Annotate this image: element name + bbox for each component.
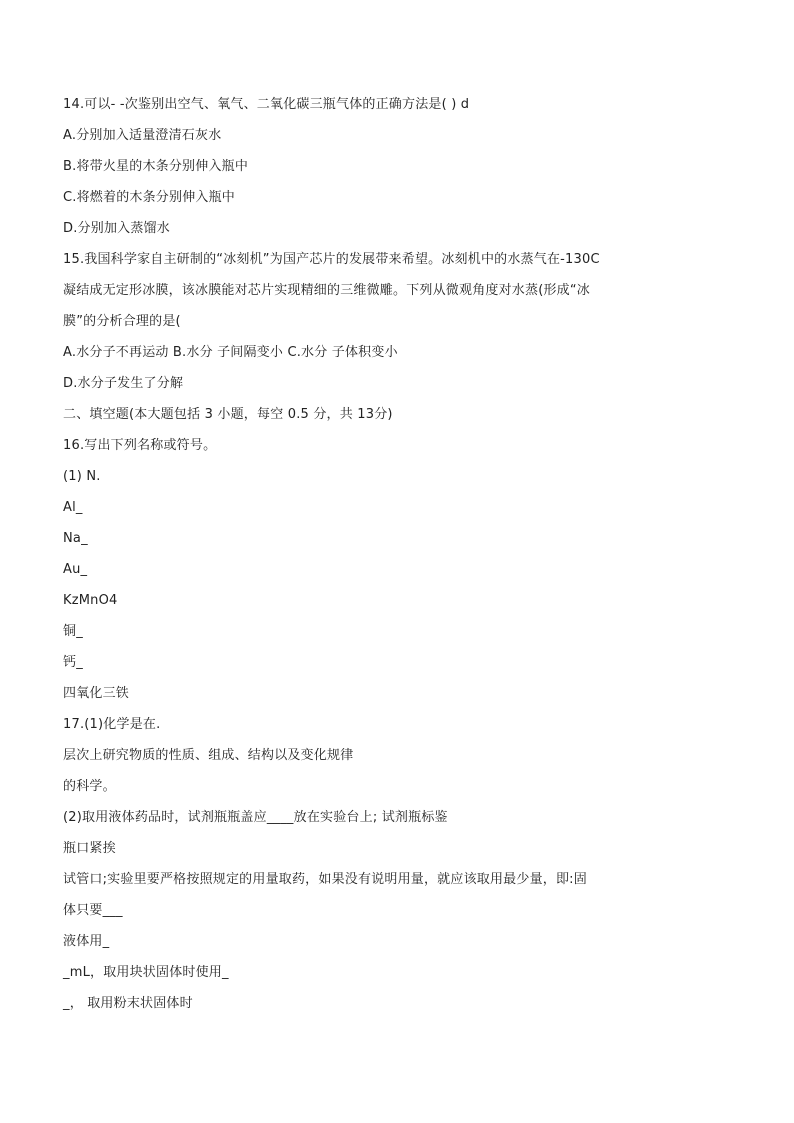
question-17-part-1-line-2: 层次上研究物质的性质、组成、结构以及变化规律 — [63, 748, 354, 763]
question-17-part-1-line-1: 17.(1)化学是在. — [63, 717, 161, 732]
question-14-stem: 14.可以- -次鉴别出空气、氧气、二氧化碳三瓶气体的正确方法是( ) d — [63, 97, 470, 112]
question-16-item-au: Au_ — [63, 562, 88, 577]
question-15-options-abc: A.水分子不再运动 B.水分 子间隔变小 C.水分 子体积变小 — [63, 345, 398, 360]
question-16-stem: 16.写出下列名称或符号。 — [63, 438, 217, 453]
question-17-part-2-line-4: 体只要___ — [63, 903, 123, 918]
question-16-item-n: (1) N. — [63, 469, 101, 484]
question-15-stem-line-2: 凝结成无定形冰膜，该冰膜能对芯片实现精细的三维微雕。下列从微观角度对水蒸(形成“冰 — [63, 283, 591, 298]
question-16-item-copper: 铜_ — [63, 624, 83, 639]
question-16-item-al: Al_ — [63, 500, 83, 515]
question-17-part-2-line-5: 液体用_ — [63, 934, 110, 949]
question-17-part-1-line-3: 的科学。 — [63, 779, 116, 794]
question-16-item-calcium: 钙_ — [63, 655, 83, 670]
question-15-stem-line-3: 膜”的分析合理的是( — [63, 314, 181, 329]
question-17-part-2-line-3: 试管口;实验里要严格按照规定的用量取药，如果没有说明用量，就应该取用最少量，即:固 — [63, 872, 587, 887]
question-17-part-2-line-2: 瓶口紧挨 — [63, 841, 116, 856]
question-17-part-2-line-6: _mL，取用块状固体时使用_ — [63, 965, 229, 980]
document-body — [63, 89, 703, 1019]
section-heading-fill-in: 二、填空题(本大题包括 3 小题，每空 0.5 分，共 13分) — [63, 407, 393, 422]
question-16-item-fe3o4: 四氧化三铁 — [63, 686, 130, 701]
question-16-item-na: Na_ — [63, 531, 88, 546]
question-16-item-kmno4: KzMnO4 — [63, 593, 118, 608]
question-15-stem-line-1: 15.我国科学家自主研制的“冰刻机”为国产芯片的发展带来希望。冰刻机中的水蒸气在-130C — [63, 252, 600, 267]
question-17-part-2-line-7: _， 取用粉末状固体时 — [63, 996, 193, 1011]
question-14-option-a: A.分别加入适量澄清石灰水 — [63, 128, 222, 143]
question-15-option-d: D.水分子发生了分解 — [63, 376, 184, 391]
question-14-option-d: D.分别加入蒸馏水 — [63, 221, 170, 236]
question-14-option-c: C.将燃着的木条分别伸入瓶中 — [63, 190, 236, 205]
question-17-part-2-line-1: (2)取用液体药品时，试剂瓶瓶盖应____放在实验台上; 试剂瓶标鉴 — [63, 810, 448, 825]
question-14-option-b: B.将带火星的木条分别伸入瓶中 — [63, 159, 249, 174]
